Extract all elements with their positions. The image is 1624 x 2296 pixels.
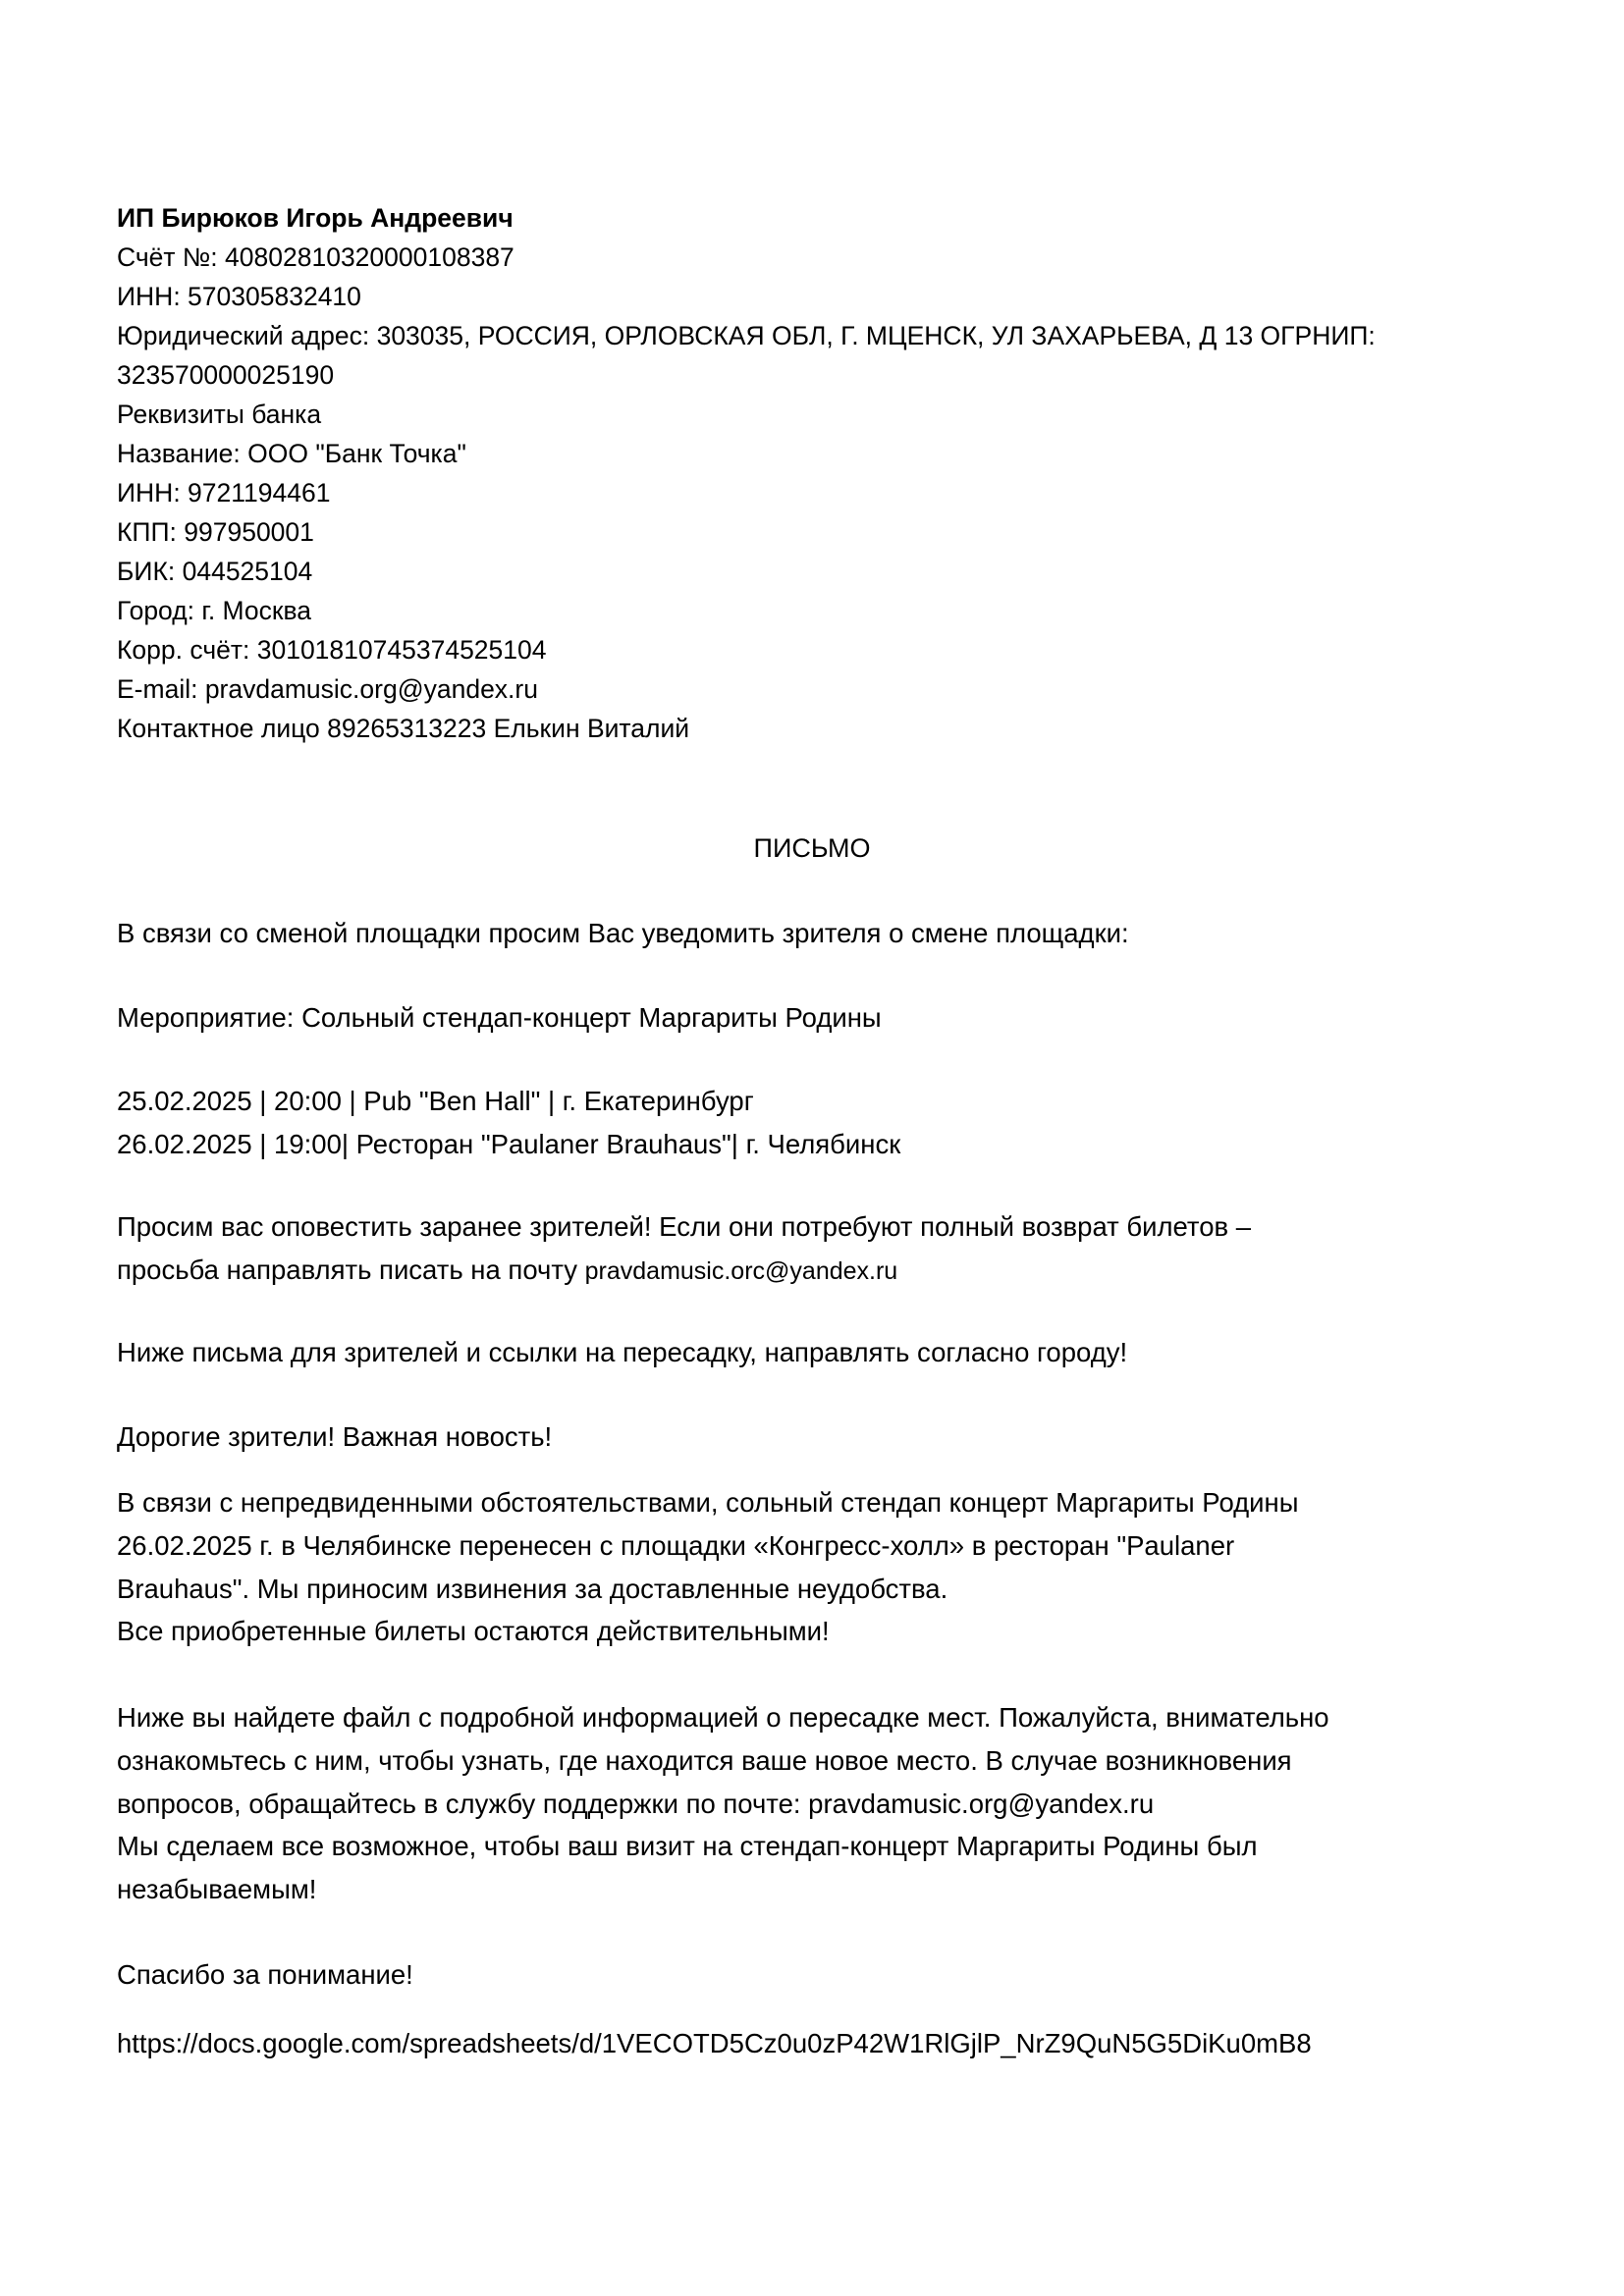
- thanks-text: Спасибо за понимание!: [117, 1959, 413, 1990]
- date-line-ekaterinburg: 25.02.2025 | 20:00 | Pub "Ben Hall" | г. Екатеринбург: [117, 1086, 754, 1116]
- spreadsheet-link-paragraph: [117, 2022, 1511, 2065]
- bik: БИК: 044525104: [117, 557, 313, 586]
- sender-requisites: [117, 198, 1511, 748]
- inn: ИНН: 570305832410: [117, 282, 361, 311]
- greeting-text: Дорогие зрители! Важная новость!: [117, 1421, 553, 1452]
- venue-change-line-1: В связи с непредвиденными обстоятельствами, сольный стендап концерт Маргариты Родины: [117, 1487, 1299, 1518]
- bank-city: Город: г. Москва: [117, 596, 312, 625]
- closing-paragraph: [117, 1825, 1511, 1911]
- seating-paragraph: [117, 1696, 1511, 1826]
- tickets-text: Все приобретенные билеты остаются действительными!: [117, 1616, 830, 1646]
- event-paragraph: [117, 996, 1511, 1040]
- spreadsheet-link[interactable]: https://docs.google.com/spreadsheets/d/1VECOTD5Cz0u0zP42W1RlGjlP_NrZ9QuN5G5DiKu0mB8: [117, 2028, 1312, 2058]
- contact-person: Контактное лицо 89265313223 Елькин Виталий: [117, 714, 690, 743]
- thanks-paragraph: [117, 1953, 1511, 1997]
- venue-change-paragraph: [117, 1481, 1511, 1611]
- letter-title: ПИСЬМО: [753, 833, 871, 863]
- corr-account: Корр. счёт: 30101810745374525104: [117, 635, 547, 665]
- email: E-mail: pravdamusic.org@yandex.ru: [117, 674, 538, 704]
- date-line-chelyabinsk: 26.02.2025 | 19:00| Ресторан "Paulaner Brauhaus"| г. Челябинск: [117, 1129, 901, 1159]
- refund-email: pravdamusic.orc@yandex.ru: [584, 1257, 898, 1285]
- bank-requisites-heading: Реквизиты банка: [117, 400, 322, 429]
- intro-text: В связи со сменой площадки просим Вас уведомить зрителя о смене площадки:: [117, 918, 1129, 948]
- venue-change-line-2: 26.02.2025 г. в Челябинске перенесен с площадки «Конгресс-холл» в ресторан "Paulaner: [117, 1530, 1235, 1561]
- ogrnip: 323570000025190: [117, 360, 335, 390]
- account-number: Счёт №: 40802810320000108387: [117, 242, 514, 272]
- notify-line-1: Просим вас оповестить заранее зрителей! Если они потребуют полный возврат билетов –: [117, 1211, 1252, 1242]
- tickets-paragraph: [117, 1610, 1511, 1653]
- below-paragraph: [117, 1331, 1511, 1374]
- kpp: КПП: 997950001: [117, 517, 314, 547]
- closing-line-2: незабываемым!: [117, 1874, 317, 1904]
- seating-line-3: вопросов, обращайтесь в службу поддержки по почте: pravdamusic.org@yandex.ru: [117, 1789, 1155, 1819]
- bank-name: Название: ООО "Банк Точка": [117, 439, 466, 468]
- closing-line-1: Мы сделаем все возможное, чтобы ваш визит на стендап-концерт Маргариты Родины был: [117, 1831, 1258, 1861]
- notify-line-2: [117, 1249, 1511, 1293]
- venue-change-line-3: Brauhaus". Мы приносим извинения за доставленные неудобства.: [117, 1574, 948, 1604]
- company-name: ИП Бирюков Игорь Андреевич: [117, 203, 514, 233]
- seating-line-2: ознакомьтесь с ним, чтобы узнать, где находится ваше новое место. В случае возникновения: [117, 1745, 1292, 1776]
- event-dates: [117, 1080, 1511, 1166]
- below-text: Ниже письма для зрителей и ссылки на пересадку, направлять согласно городу!: [117, 1337, 1128, 1367]
- intro-paragraph: [117, 912, 1511, 955]
- legal-address: Юридический адрес: 303035, РОССИЯ, ОРЛОВСКАЯ ОБЛ, Г. МЦЕНСК, УЛ ЗАХАРЬЕВА, Д 13 ОГРНИП:: [117, 321, 1376, 350]
- notify-paragraph: [117, 1205, 1511, 1293]
- event-text: Мероприятие: Сольный стендап-концерт Маргариты Родины: [117, 1002, 882, 1033]
- bank-inn: ИНН: 9721194461: [117, 478, 331, 507]
- seating-line-1: Ниже вы найдете файл с подробной информацией о пересадке мест. Пожалуйста, внимательно: [117, 1702, 1329, 1733]
- notify-line-2-text: просьба направлять писать на почту: [117, 1255, 585, 1285]
- greeting-paragraph: [117, 1415, 1511, 1459]
